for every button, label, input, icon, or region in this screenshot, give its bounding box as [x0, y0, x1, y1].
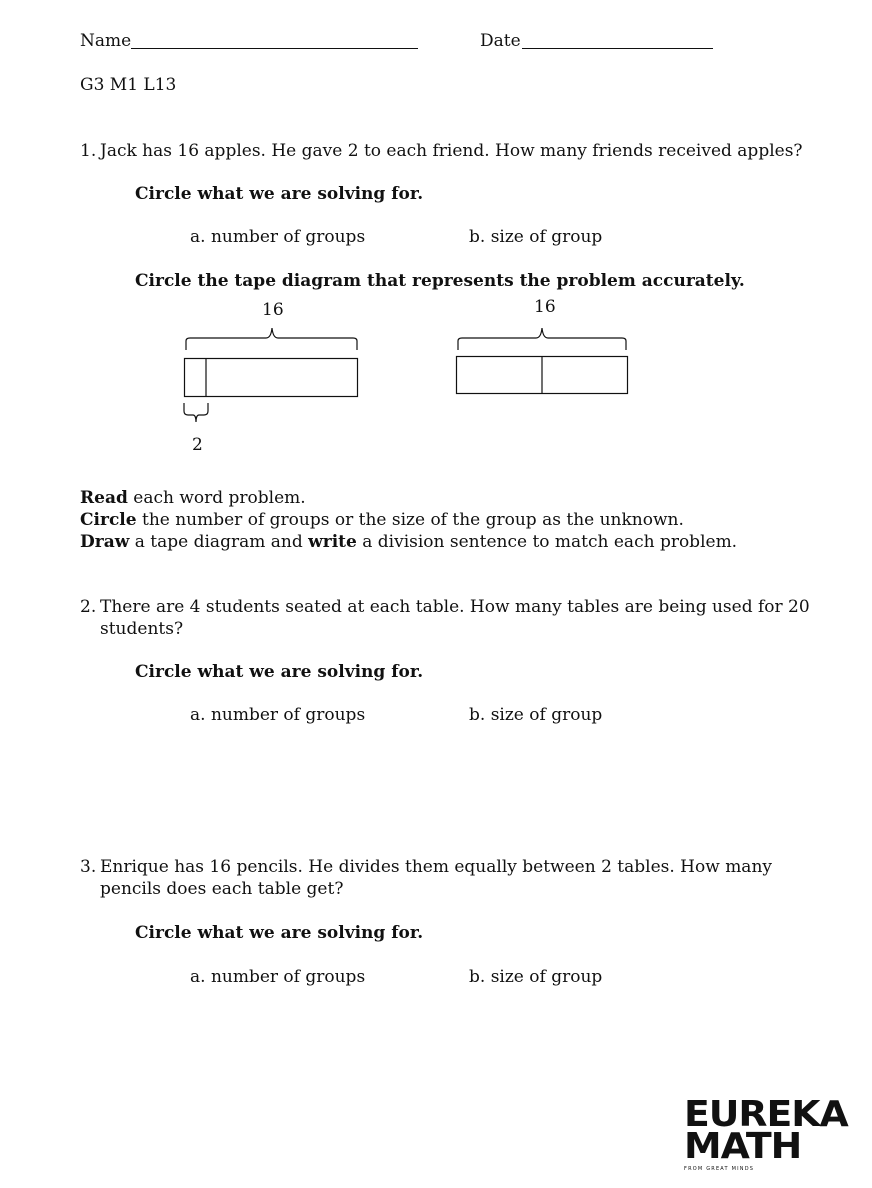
- instruction-draw: Draw a tape diagram and write a division sentence to match each problem.: [80, 532, 738, 552]
- left-part-label: 2: [192, 435, 203, 455]
- logo-word-math: MATH: [684, 1126, 802, 1167]
- problem-2-option-a[interactable]: a. number of groups: [190, 705, 366, 725]
- problem-2-text-line-1: There are 4 students seated at each table. How many tables are being used for 20: [100, 597, 810, 617]
- problem-1-tape-prompt: Circle the tape diagram that represents the problem accurately.: [135, 271, 745, 291]
- right-total-brace: [458, 328, 626, 350]
- problem-1-option-b[interactable]: b. size of group: [469, 227, 603, 247]
- problem-2-number: 2.: [80, 597, 97, 617]
- logo-word-eureka: EUREKA: [684, 1094, 848, 1135]
- problem-2-circle-prompt: Circle what we are solving for.: [135, 662, 424, 682]
- left-total-brace: [186, 328, 357, 350]
- tape-diagram-left[interactable]: [184, 328, 358, 422]
- left-total-label: 16: [262, 300, 284, 320]
- problem-1-circle-prompt: Circle what we are solving for.: [135, 184, 424, 204]
- right-total-label: 16: [534, 297, 556, 317]
- date-label: Date: [480, 31, 521, 51]
- instruction-circle: Circle the number of groups or the size of the group as the unknown.: [80, 510, 684, 530]
- instruction-read: Read each word problem.: [80, 488, 306, 508]
- left-part-brace: [184, 403, 208, 422]
- problem-2-text-line-2: students?: [100, 619, 184, 639]
- logo-tagline: FROM GREAT MINDS: [684, 1166, 755, 1172]
- tape-diagram-right[interactable]: [457, 328, 628, 394]
- problem-3-option-b[interactable]: b. size of group: [469, 967, 603, 987]
- problem-2-option-b[interactable]: b. size of group: [469, 705, 603, 725]
- eureka-math-logo: [684, 1094, 848, 1173]
- problem-3-text-line-1: Enrique has 16 pencils. He divides them equally between 2 tables. How many: [100, 857, 772, 877]
- problem-3-number: 3.: [80, 857, 97, 877]
- problem-1-option-a[interactable]: a. number of groups: [190, 227, 366, 247]
- problem-3-option-a[interactable]: a. number of groups: [190, 967, 366, 987]
- left-tape-bar: [185, 359, 358, 397]
- problem-1-text: Jack has 16 apples. He gave 2 to each friend. How many friends received apples?: [100, 141, 803, 161]
- problem-3-circle-prompt: Circle what we are solving for.: [135, 923, 424, 943]
- problem-3-text-line-2: pencils does each table get?: [100, 879, 344, 899]
- lesson-code: G3 M1 L13: [80, 75, 177, 95]
- name-label: Name: [80, 31, 132, 51]
- problem-1-number: 1.: [80, 141, 97, 161]
